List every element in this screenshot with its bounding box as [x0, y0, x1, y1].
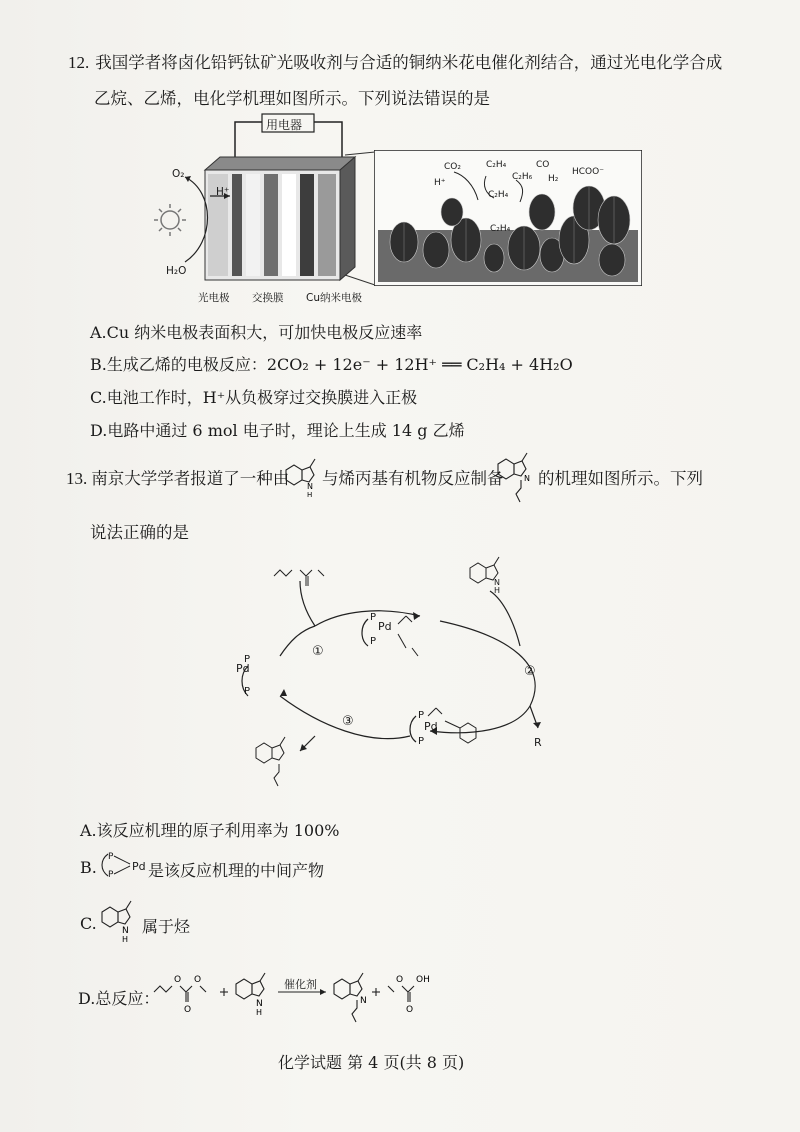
- micro-c2h4: C₂H₄: [486, 160, 507, 170]
- electrode-label-membrane: 交换膜: [252, 292, 284, 304]
- svg-text:H: H: [307, 491, 313, 499]
- q13-stem-line2: 说法正确的是: [90, 523, 189, 542]
- micro-c2h4-b: C₂H₄: [488, 190, 509, 200]
- svg-text:H: H: [122, 935, 129, 944]
- q13-stem-part2: 与烯丙基有机物反应制备: [322, 469, 504, 488]
- page-footer: 化学试题 第 4 页(共 8 页): [278, 1053, 465, 1072]
- electrode-label-cu: Cu纳米电极: [306, 292, 362, 304]
- p-label-left-2: P: [244, 686, 251, 697]
- q12-option-c: C.电池工作时，H⁺从负极穿过交换膜进入正极: [90, 388, 418, 407]
- q13-option-a: A.该反应机理的原子利用率为 100%: [80, 821, 340, 840]
- indole-h-top: H: [494, 586, 501, 595]
- svg-text:OH: OH: [416, 975, 430, 985]
- p-label-bottom-2: P: [418, 736, 425, 747]
- indole-n-top: N: [494, 578, 500, 587]
- q12-option-b: B.生成乙烯的电极反应：2CO₂ + 12e⁻ + 12H⁺ ══ C₂H₄ + 4H₂O: [90, 355, 573, 374]
- svg-text:N: N: [360, 996, 367, 1006]
- q12-stem-line2: 乙烷、乙烯，电化学机理如图所示。下列说法错误的是: [94, 89, 490, 108]
- pd-label-bottom: Pd: [424, 720, 438, 733]
- hplus-label: H⁺: [216, 186, 230, 198]
- svg-text:O: O: [406, 1005, 414, 1015]
- svg-text:O: O: [174, 975, 182, 985]
- electrode-label-photo: 光电极: [198, 292, 230, 304]
- q13-stem-line1: 13. 南京大学学者报道了一种由: [66, 469, 290, 488]
- svg-text:N: N: [307, 482, 313, 491]
- svg-text:O: O: [194, 975, 202, 985]
- indole-inline-2: [494, 450, 538, 506]
- q13-option-b: B.: [80, 858, 97, 877]
- svg-text:N: N: [122, 926, 129, 936]
- indole-option-c: [98, 896, 142, 946]
- svg-text:O: O: [396, 975, 404, 985]
- q12-option-d: D.电路中通过 6 mol 电子时，理论上生成 14 g 乙烯: [90, 421, 465, 440]
- device-label: 用电器: [266, 118, 303, 132]
- micro-hplus: H⁺: [434, 178, 446, 188]
- step-2: ②: [524, 664, 536, 679]
- svg-text:H: H: [256, 1008, 263, 1017]
- svg-text:N: N: [524, 474, 530, 483]
- p-label-optb-2: P: [108, 870, 114, 880]
- micro-c2h6: C₂H₆: [512, 172, 533, 182]
- q13-option-d: D.总反应：: [78, 989, 160, 1008]
- micro-hcoo: HCOO⁻: [572, 167, 604, 177]
- step-1: ①: [312, 644, 324, 659]
- step-3: ③: [342, 714, 354, 729]
- p-label-left-1: P: [244, 654, 251, 665]
- pd-label-left: Pd: [236, 662, 250, 675]
- q13-option-b-text: 是该反应机理的中间产物: [148, 861, 325, 880]
- micro-co: CO: [536, 160, 550, 170]
- q13-option-c-text: 属于烃: [142, 917, 191, 936]
- indole-inline-1: [282, 456, 322, 500]
- o2-label: O₂: [172, 168, 185, 180]
- p-label-optb-1: P: [108, 852, 114, 862]
- q12-option-a: A.Cu 纳米电极表面积大，可加快电极反应速率: [90, 323, 423, 342]
- svg-text:O: O: [184, 1005, 192, 1015]
- p-label-top-2: P: [370, 636, 377, 647]
- h2o-label: H₂O: [166, 265, 187, 277]
- q12-stem-line1: 12. 我国学者将卤化铅钙钛矿光吸收剂与合适的铜纳米花电催化剂结合，通过光电化学合成: [68, 53, 723, 72]
- q13-number: 13.: [66, 469, 88, 488]
- micro-c2h4-c: C₂H₄: [490, 224, 511, 234]
- catalyst-label: 催化剂: [284, 978, 317, 991]
- pd-label-optb: Pd: [132, 860, 146, 873]
- q13-option-c: C.: [80, 914, 97, 933]
- p-label-bottom-1: P: [418, 710, 425, 721]
- svg-text:N: N: [256, 999, 263, 1009]
- pd-label-top: Pd: [378, 620, 392, 633]
- p-label-top-1: P: [370, 612, 377, 623]
- q13-stem-part3: 的机理如图所示。下列: [538, 469, 703, 488]
- micro-h2: H₂: [548, 174, 559, 184]
- r-label: R: [534, 736, 542, 749]
- q12-number: 12.: [68, 53, 90, 72]
- micro-co2: CO₂: [444, 162, 461, 172]
- q13-mechanism: [220, 556, 560, 796]
